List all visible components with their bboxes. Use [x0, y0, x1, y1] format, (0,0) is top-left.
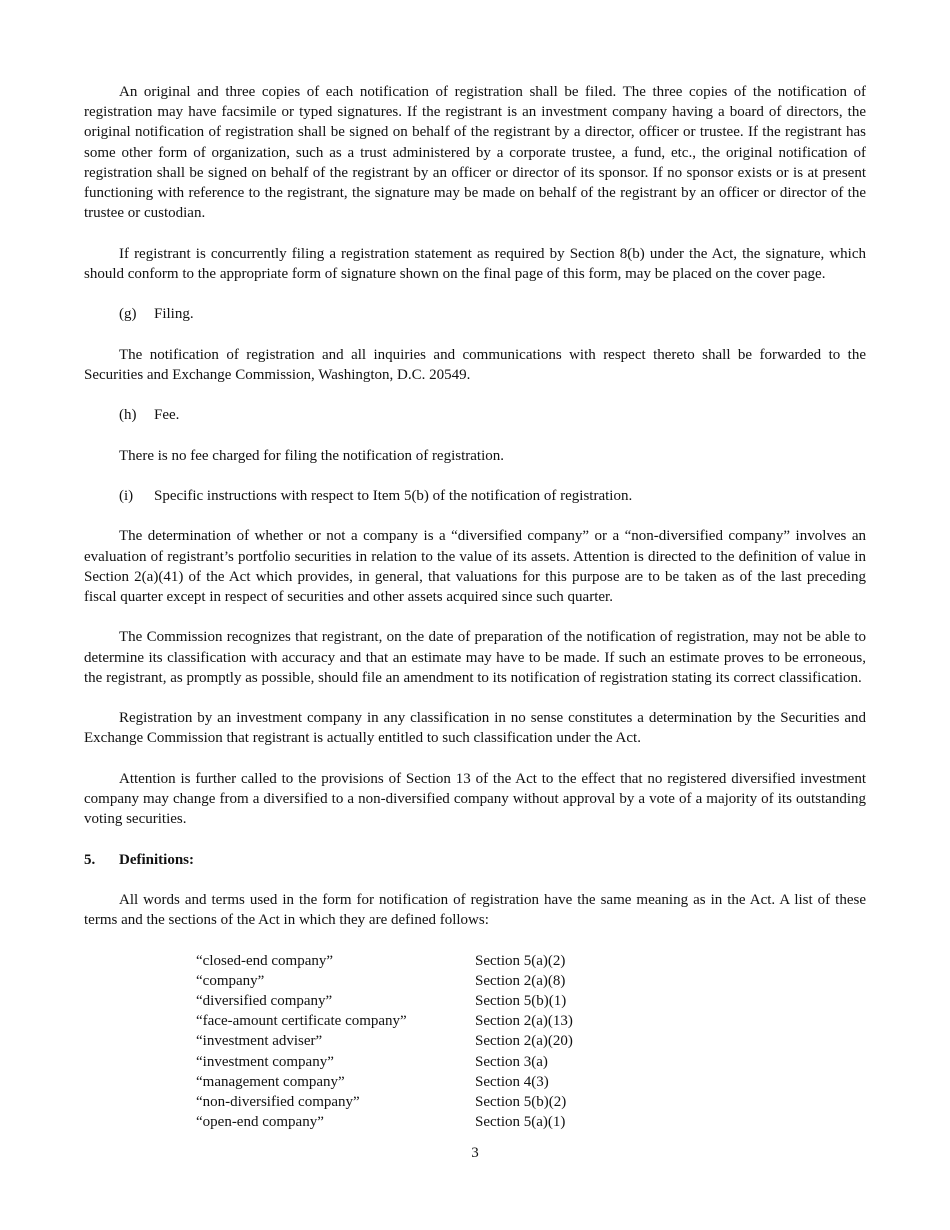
subheading-fee [119, 405, 866, 425]
definition-section: Section 2(a)(13) [475, 1013, 573, 1030]
paragraph-definitions-intro: All words and terms used in the form for notification of registration have the same meaning as in the Act. A list of these terms and the sections of the Act in which they are defined follows: [84, 891, 866, 929]
subheading-label: (i) [119, 487, 134, 504]
table-row [196, 1052, 573, 1072]
paragraph-fee: There is no fee charged for filing the notification of registration. [119, 447, 505, 464]
definition-term: “investment adviser” [196, 1033, 323, 1050]
definition-term: “non-diversified company” [196, 1093, 360, 1110]
paragraph-signatures: An original and three copies of each notification of registration shall be filed. The three copies of the notification of registration may have facsimile or typed signatures. If the registrant is an investment company having a board of directors, the original notification of registration shall be signed on behalf of the registrant by a director, officer or trustee. If the registrant has some other form of organization, such as a trust administered by a corporate trustee, a fund, etc., the original notification of registration shall be signed on behalf of the registrant by an officer or director of its sponsor. If no sponsor exists or is at present functioning with reference to the registrant, the signature may be made on behalf of the registrant by an officer or director of the trustee or custodian. [84, 84, 866, 222]
page-number: 3 [471, 1145, 479, 1161]
paragraph-registration-classification: Registration by an investment company in any classification in no sense constitutes a determination by the Securities and Exchange Commission that registrant is actually entitled to such classification under the Act. [84, 710, 866, 747]
table-row [196, 1112, 573, 1132]
table-row [196, 1092, 573, 1112]
definition-term: “open-end company” [196, 1114, 324, 1131]
definition-section: Section 5(b)(1) [475, 992, 567, 1009]
table-row [196, 1011, 573, 1031]
subheading-text: Fee. [154, 407, 180, 424]
paragraph-section-13: Attention is further called to the provisions of Section 13 of the Act to the effect that no registered diversified investment company may change from a diversified to a non-diversified company without approval by a vote of a majority of its outstanding voting securities. [84, 770, 866, 828]
definition-section: Section 5(a)(1) [475, 1114, 566, 1131]
paragraph-concurrent-filing: If registrant is concurrently filing a registration statement as required by Section 8(b) under the Act, the signature, which should conform to the appropriate form of signature shown on the final page of this form, may be placed on the cover page. [84, 245, 866, 282]
definition-term: “investment company” [196, 1053, 334, 1070]
subheading-text: Filing. [154, 306, 194, 323]
table-row [196, 1031, 573, 1051]
paragraph-classification-estimate: The Commission recognizes that registrant, on the date of preparation of the notification of registration, may not be able to determine its classification with accuracy and that an estimate may have to be made. If such an estimate proves to be erroneous, the registrant, as promptly as possible, should file an amendment to its notification of registration stating its correct classification. [84, 629, 866, 686]
document-page [84, 82, 866, 1132]
table-row [196, 1072, 573, 1092]
definition-term: “management company” [196, 1073, 345, 1090]
definition-section: Section 4(3) [475, 1073, 549, 1090]
table-row [196, 971, 573, 991]
table-row [196, 991, 573, 1011]
definition-term: “diversified company” [196, 992, 333, 1009]
definition-section: Section 5(b)(2) [475, 1093, 567, 1110]
definition-section: Section 2(a)(8) [475, 972, 566, 989]
section-number: 5. [84, 851, 96, 868]
subheading-label: (g) [119, 306, 137, 323]
definitions-table [196, 951, 573, 1133]
subheading-filing [119, 304, 866, 324]
definition-section: Section 5(a)(2) [475, 952, 566, 969]
subheading-text: Specific instructions with respect to Item 5(b) of the notification of registration. [154, 487, 633, 504]
definition-term: “closed-end company” [196, 952, 334, 969]
definition-term: “company” [196, 972, 265, 989]
table-row [196, 951, 573, 971]
paragraph-diversification: The determination of whether or not a company is a “diversified company” or a “non-diversified company” involves an evaluation of registrant’s portfolio securities in relation to the value of its assets. Attention is directed to the definition of value in Section 2(a)(41) of the Act which provides, in general, that valuations for this purpose are to be taken as of the last preceding fiscal quarter except in respect of securities and other assets acquired since such quarter. [84, 528, 866, 605]
subheading-label: (h) [119, 407, 137, 424]
section-heading-definitions [84, 850, 866, 870]
subheading-item-5b [119, 486, 866, 506]
section-title: Definitions: [119, 851, 194, 868]
definition-section: Section 3(a) [475, 1053, 548, 1070]
definition-section: Section 2(a)(20) [475, 1033, 573, 1050]
definition-term: “face-amount certificate company” [196, 1013, 407, 1030]
paragraph-filing: The notification of registration and all inquiries and communications with respect thereto shall be forwarded to the Securities and Exchange Commission, Washington, D.C. 20549. [84, 346, 866, 383]
